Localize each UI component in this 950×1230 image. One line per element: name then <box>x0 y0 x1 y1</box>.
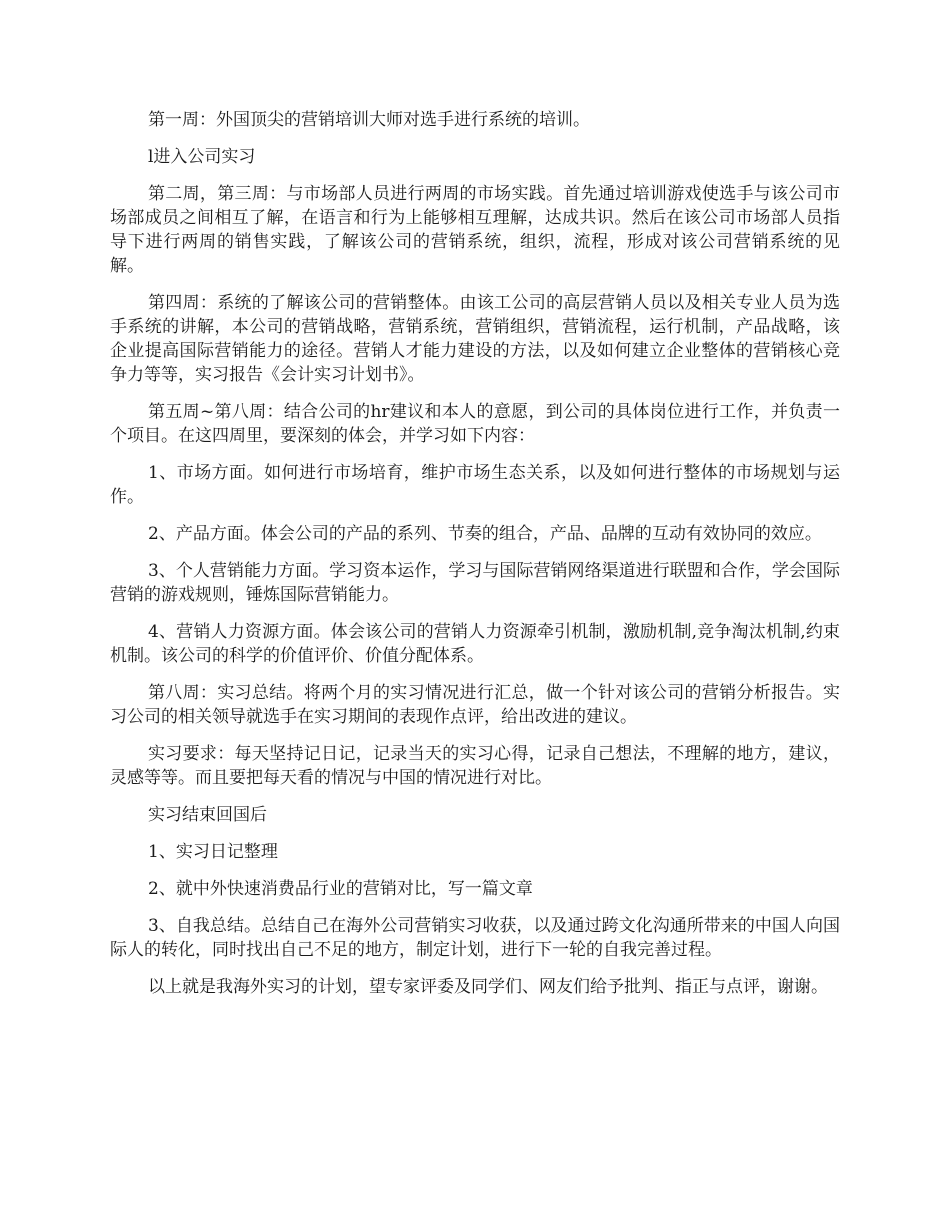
paragraph-week1: 第一周：外国顶尖的营销培训大师对选手进行系统的培训。 <box>148 110 590 130</box>
paragraph-market: 1、市场方面。如何进行市场培育，维护市场生态关系，以及如何进行整体的市场规划与运作。 <box>110 463 840 507</box>
document-body <box>110 108 840 1012</box>
paragraph-week2-3: 第二周，第三周：与市场部人员进行两周的市场实践。首先通过培训游戏使选手与该公司市场部成员之间相互了解，在语言和行为上能够相互理解，达成共识。然后在该公司市场部人员指导下进行两周的销售实践，了解该公司的营销系统，组织，流程，形成对该公司营销系统的见解。 <box>110 184 840 276</box>
paragraph-article: 2、就中外快速消费品行业的营销对比，写一篇文章 <box>148 879 533 899</box>
paragraph-company-internship: l进入公司实习 <box>148 147 256 167</box>
paragraph-product: 2、产品方面。体会公司的产品的系列、节奏的组合，产品、品牌的互动有效协同的效应。 <box>148 524 822 544</box>
paragraph-personal-ability: 3、个人营销能力方面。学习资本运作，学习与国际营销网络渠道进行联盟和合作，学会国际营销的游戏规则，锤炼国际营销能力。 <box>110 561 840 605</box>
paragraph-week5-8: 第五周~第八周：结合公司的hr建议和本人的意愿，到公司的具体岗位进行工作，并负责一个项目。在这四周里，要深刻的体会，并学习如下内容： <box>110 402 840 446</box>
paragraph-week8-summary: 第八周：实习总结。将两个月的实习情况进行汇总，做一个针对该公司的营销分析报告。实习公司的相关领导就选手在实习期间的表现作点评，给出改进的建议。 <box>110 683 840 727</box>
paragraph-after-return: 实习结束回国后 <box>148 805 267 825</box>
paragraph-diary: 1、实习日记整理 <box>148 842 278 862</box>
paragraph-requirements: 实习要求：每天坚持记日记，记录当天的实习心得，记录自己想法，不理解的地方，建议，灵感等等。而且要把每天看的情况与中国的情况进行对比。 <box>110 744 840 788</box>
paragraph-self-summary: 3、自我总结。总结自己在海外公司营销实习收获，以及通过跨文化沟通所带来的中国人向国际人的转化，同时找出自己不足的地方，制定计划，进行下一轮的自我完善过程。 <box>110 916 840 960</box>
paragraph-closing: 以上就是我海外实习的计划，望专家评委及同学们、网友们给予批判、指正与点评，谢谢。 <box>148 977 828 997</box>
paragraph-week4: 第四周：系统的了解该公司的营销整体。由该工公司的高层营销人员以及相关专业人员为选手系统的讲解，本公司的营销战略，营销系统，营销组织，营销流程，运行机制，产品战略，该企业提高国际营销能力的途径。营销人才能力建设的方法，以及如何建立企业整体的营销核心竞争力等等，实习报告《会计实习计划书》。 <box>110 293 840 385</box>
paragraph-human-resources: 4、营销人力资源方面。体会该公司的营销人力资源牵引机制，激励机制,竞争淘汰机制,约束机制。该公司的科学的价值评价、价值分配体系。 <box>110 622 840 666</box>
